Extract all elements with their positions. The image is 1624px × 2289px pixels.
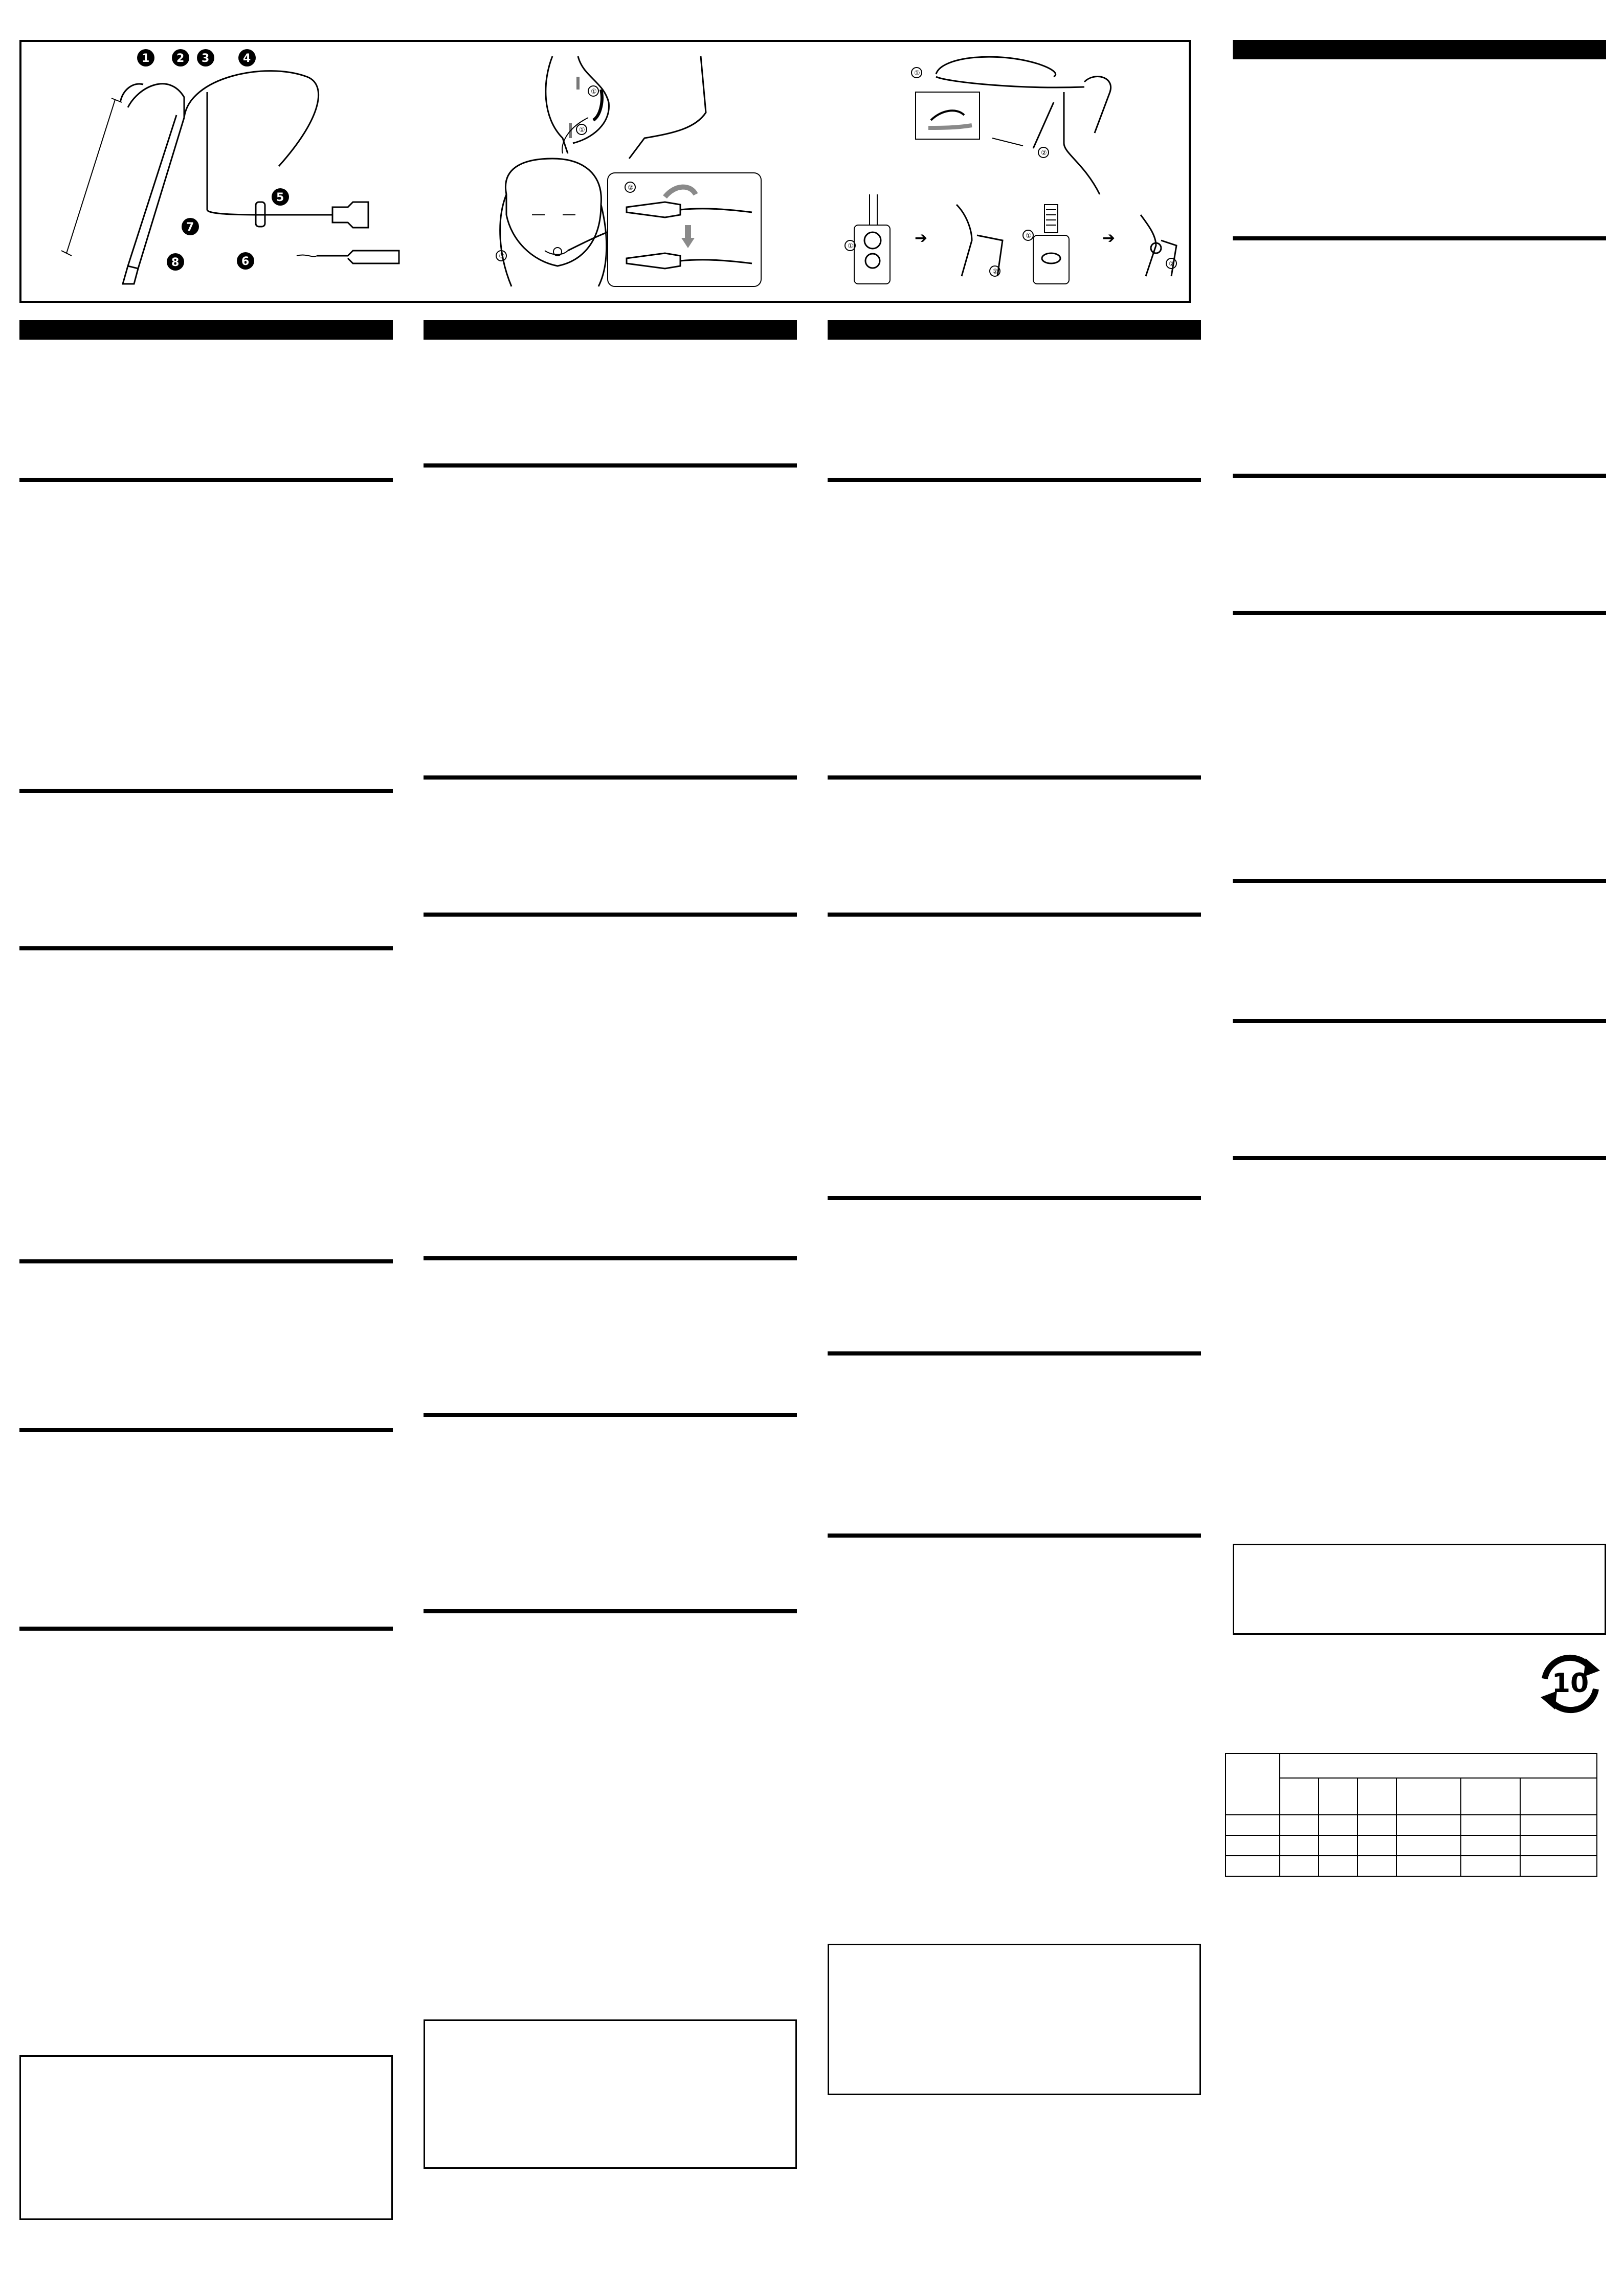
section-rule [1233, 1156, 1606, 1160]
section-rule [19, 1428, 393, 1432]
table-cell [1226, 1753, 1280, 1815]
notice-box [424, 2019, 797, 2169]
callout-6: 6 [241, 255, 250, 268]
table-cell [1461, 1778, 1520, 1815]
table-row [1226, 1856, 1597, 1876]
table-cell [1396, 1835, 1461, 1856]
ear-fitting-diagram [546, 56, 706, 159]
recycle-number: 10 [1551, 1668, 1589, 1699]
section-header-bar [424, 320, 797, 340]
section-rule [19, 1259, 393, 1263]
table-row [1226, 1815, 1597, 1835]
table-cell [1280, 1753, 1597, 1778]
section-header-bar [828, 320, 1201, 340]
cable-step-2: ② [628, 184, 634, 192]
table-row [1226, 1778, 1597, 1815]
section-rule [1233, 879, 1606, 883]
face-step-3: ③ [499, 253, 505, 260]
callout-markers [137, 49, 289, 271]
section-rule [828, 1196, 1201, 1200]
substance-table [1225, 1753, 1597, 1877]
section-rule [19, 789, 393, 793]
table-cell [1396, 1778, 1461, 1815]
table-cell [1226, 1835, 1280, 1856]
table-cell [1461, 1815, 1520, 1835]
notice-box [19, 2055, 393, 2220]
ear-step-1b: ① [579, 126, 585, 134]
table-cell [1358, 1856, 1396, 1876]
section-rule [424, 1256, 797, 1260]
section-rule [1233, 1019, 1606, 1023]
section-rule [424, 463, 797, 468]
recycle-10-icon [1534, 1648, 1606, 1720]
table-cell [1520, 1815, 1597, 1835]
section-rule [828, 775, 1201, 780]
callout-4: 4 [243, 52, 251, 65]
table-cell [1280, 1856, 1319, 1876]
section-rule [828, 478, 1201, 482]
arrow-step-1: ➔ [915, 229, 928, 247]
band-step-1: ① [914, 70, 920, 77]
table-cell [1358, 1778, 1396, 1815]
headband-adjust-diagram [911, 57, 1111, 194]
table-cell [1520, 1778, 1597, 1815]
section-rule [1233, 236, 1606, 240]
table-cell [1226, 1815, 1280, 1835]
conn-step-2b: ② [1169, 260, 1175, 268]
section-rule [424, 1413, 797, 1417]
section-rule [19, 946, 393, 950]
section-rule [19, 478, 393, 482]
table-cell [1319, 1856, 1358, 1876]
callout-8: 8 [171, 256, 180, 269]
table-cell [1319, 1835, 1358, 1856]
table-cell [1319, 1778, 1358, 1815]
ear-step-1a: ① [591, 88, 597, 96]
band-step-2: ② [1041, 149, 1047, 157]
table-cell [1358, 1815, 1396, 1835]
table-cell [1520, 1856, 1597, 1876]
section-header-bar [1233, 40, 1606, 59]
callout-1: 1 [142, 52, 150, 65]
section-rule [828, 913, 1201, 917]
table-cell [1280, 1778, 1319, 1815]
section-rule [424, 775, 797, 780]
section-header-bar [19, 320, 393, 340]
arrow-step-2: ➔ [1102, 229, 1116, 247]
conn-step-1b: ① [1026, 232, 1032, 240]
table-cell [1319, 1815, 1358, 1835]
notice-box [828, 1944, 1201, 2095]
notice-box [1233, 1544, 1606, 1635]
table-cell [1461, 1856, 1520, 1876]
callout-2: 2 [176, 52, 185, 65]
section-rule [1233, 474, 1606, 478]
table-cell [1520, 1835, 1597, 1856]
conn-step-2a: ② [992, 268, 998, 276]
callout-3: 3 [202, 52, 210, 65]
table-cell [1358, 1835, 1396, 1856]
figure-drawings [0, 0, 1197, 307]
section-rule [828, 1534, 1201, 1538]
table-cell [1396, 1856, 1461, 1876]
table-cell [1280, 1815, 1319, 1835]
section-rule [424, 1609, 797, 1613]
section-rule [19, 1627, 393, 1631]
headset-diagram [61, 71, 399, 284]
table-cell [1226, 1856, 1280, 1876]
section-rule [1233, 611, 1606, 615]
table-cell [1280, 1835, 1319, 1856]
connector-steps-diagram [845, 194, 1176, 284]
callout-7: 7 [186, 221, 194, 234]
table-row [1226, 1753, 1597, 1778]
table-cell [1461, 1835, 1520, 1856]
table-cell [1396, 1815, 1461, 1835]
callout-5: 5 [276, 191, 284, 204]
section-rule [424, 913, 797, 917]
section-rule [828, 1351, 1201, 1355]
conn-step-1a: ① [848, 242, 854, 250]
table-row [1226, 1835, 1597, 1856]
